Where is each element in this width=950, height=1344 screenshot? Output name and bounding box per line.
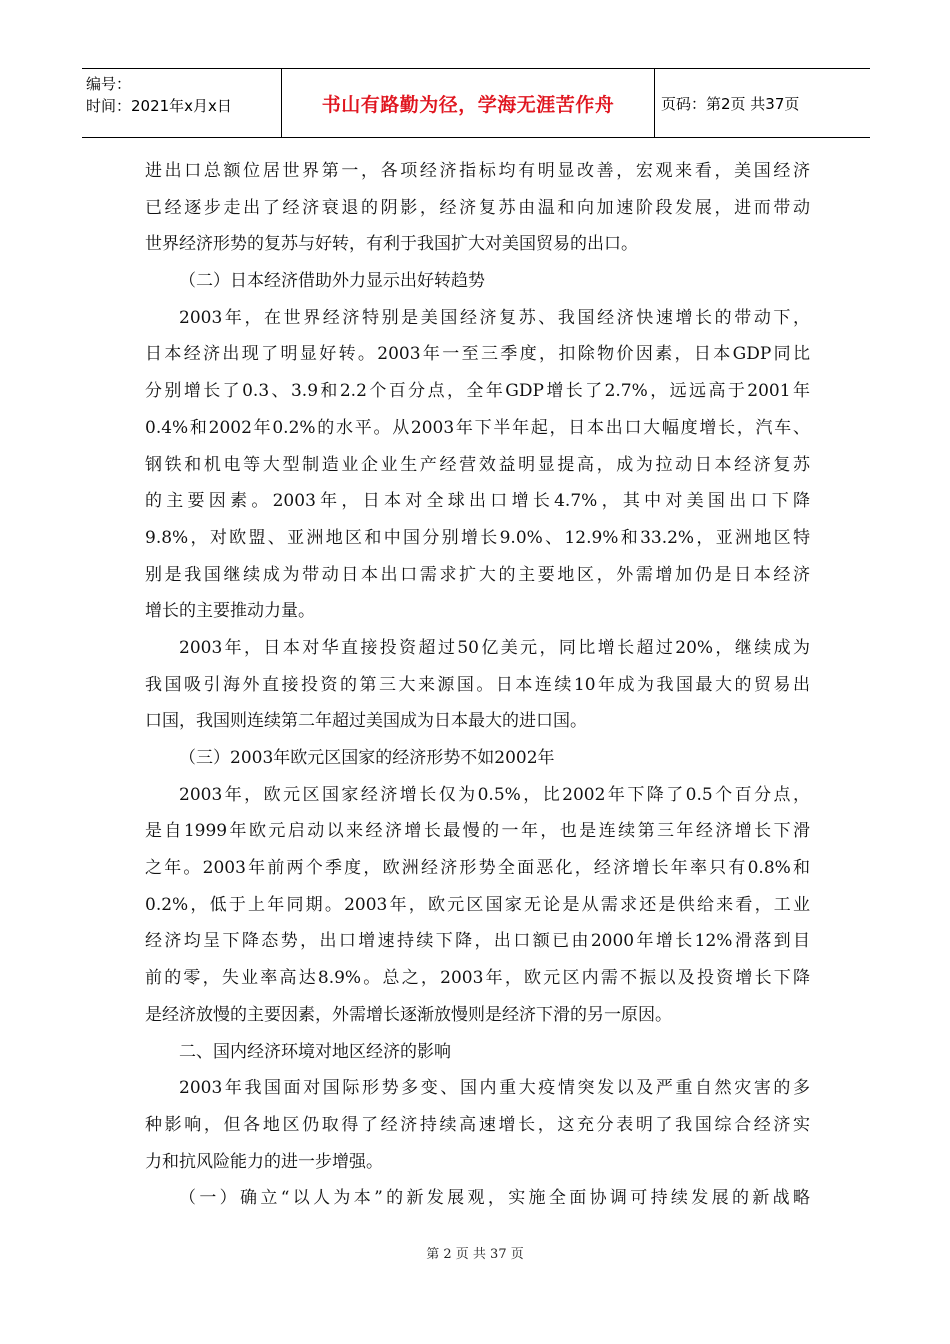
body-line: 我国吸引海外直接投资的第三大来源国。日本连续10年成为我国最大的贸易出 [145, 674, 810, 695]
body-line: 经济均呈下降态势，出口增速持续下降，出口额已由2000年增长12%滑落到目 [145, 931, 810, 952]
header-page-info: 页码：第2页 共37页 [661, 94, 800, 113]
section-heading: （一）确立“以人为本”的新发展观，实施全面协调可持续发展的新战略 [179, 1188, 810, 1209]
body-line: 种影响，但各地区仍取得了经济持续高速增长，这充分表明了我国综合经济实 [145, 1114, 810, 1135]
body-line: 2003年，欧元区国家经济增长仅为0.5%，比2002年下降了0.5个百分点， [179, 784, 810, 805]
body-line: 2003年，日本对华直接投资超过50亿美元，同比增长超过20%，继续成为 [179, 637, 810, 658]
body-line: 力和抗风险能力的进一步增强。 [145, 1151, 383, 1172]
body-line: 2003年我国面对国际形势多变、国内重大疫情突发以及严重自然灾害的多 [179, 1078, 810, 1099]
document-body [145, 153, 810, 1217]
header-motto: 书山有路勤为径，学海无涯苦作舟 [282, 69, 655, 137]
section-heading: （二）日本经济借助外力显示出好转趋势 [179, 271, 485, 292]
body-line: 别是我国继续成为带动日本出口需求扩大的主要地区，外需增加仍是日本经济 [145, 564, 810, 585]
header-info-cell [82, 69, 282, 137]
body-line: 钢铁和机电等大型制造业企业生产经营效益明显提高，成为拉动日本经济复苏 [145, 454, 810, 475]
body-line: 前的零，失业率高达8.9%。总之，2003年，欧元区内需不振以及投资增长下降 [145, 968, 810, 989]
body-line: 的主要因素。2003年，日本对全球出口增长4.7%，其中对美国出口下降 [145, 491, 810, 512]
document-time-label: 时间：2021年x月x日 [86, 97, 232, 115]
body-line: 进出口总额位居世界第一，各项经济指标均有明显改善，宏观来看，美国经济 [145, 161, 810, 181]
document-header [82, 68, 870, 138]
body-line: 是经济放慢的主要因素，外需增长逐渐放慢则是经济下滑的另一原因。 [145, 1004, 672, 1025]
section-heading: （三）2003年欧元区国家的经济形势不如2002年 [179, 748, 555, 768]
body-line: 分别增长了0.3、3.9和2.2个百分点，全年GDP增长了2.7%，远远高于2001年 [145, 381, 810, 402]
page-footer: 第 2 页 共 37 页 [426, 1247, 524, 1262]
body-line: 是自1999年欧元启动以来经济增长最慢的一年，也是连续第三年经济增长下滑 [145, 821, 810, 842]
body-line: 日本经济出现了明显好转。2003年一至三季度，扣除物价因素，日本GDP同比 [145, 344, 810, 365]
body-line: 0.2%，低于上年同期。2003年，欧元区国家无论是从需求还是供给来看，工业 [145, 894, 810, 915]
body-line: 已经逐步走出了经济衰退的阴影，经济复苏由温和向加速阶段发展，进而带动 [145, 197, 810, 218]
body-line: 增长的主要推动力量。 [145, 601, 315, 622]
body-line: 0.4%和2002年0.2%的水平。从2003年下半年起，日本出口大幅度增长，汽车、 [145, 417, 810, 438]
document-number-label: 编号： [86, 75, 132, 93]
body-line: 世界经济形势的复苏与好转，有利于我国扩大对美国贸易的出口。 [145, 234, 638, 255]
body-line: 之年。2003年前两个季度，欧洲经济形势全面恶化，经济增长年率只有0.8%和 [145, 858, 810, 879]
body-line: 口国，我国则连续第二年超过美国成为日本最大的进口国。 [145, 711, 587, 732]
body-line: 9.8%，对欧盟、亚洲地区和中国分别增长9.0%、12.9%和33.2%，亚洲地区特 [145, 527, 810, 548]
section-heading: 二、国内经济环境对地区经济的影响 [179, 1041, 451, 1062]
body-line: 2003年，在世界经济特别是美国经济复苏、我国经济快速增长的带动下， [179, 307, 810, 328]
